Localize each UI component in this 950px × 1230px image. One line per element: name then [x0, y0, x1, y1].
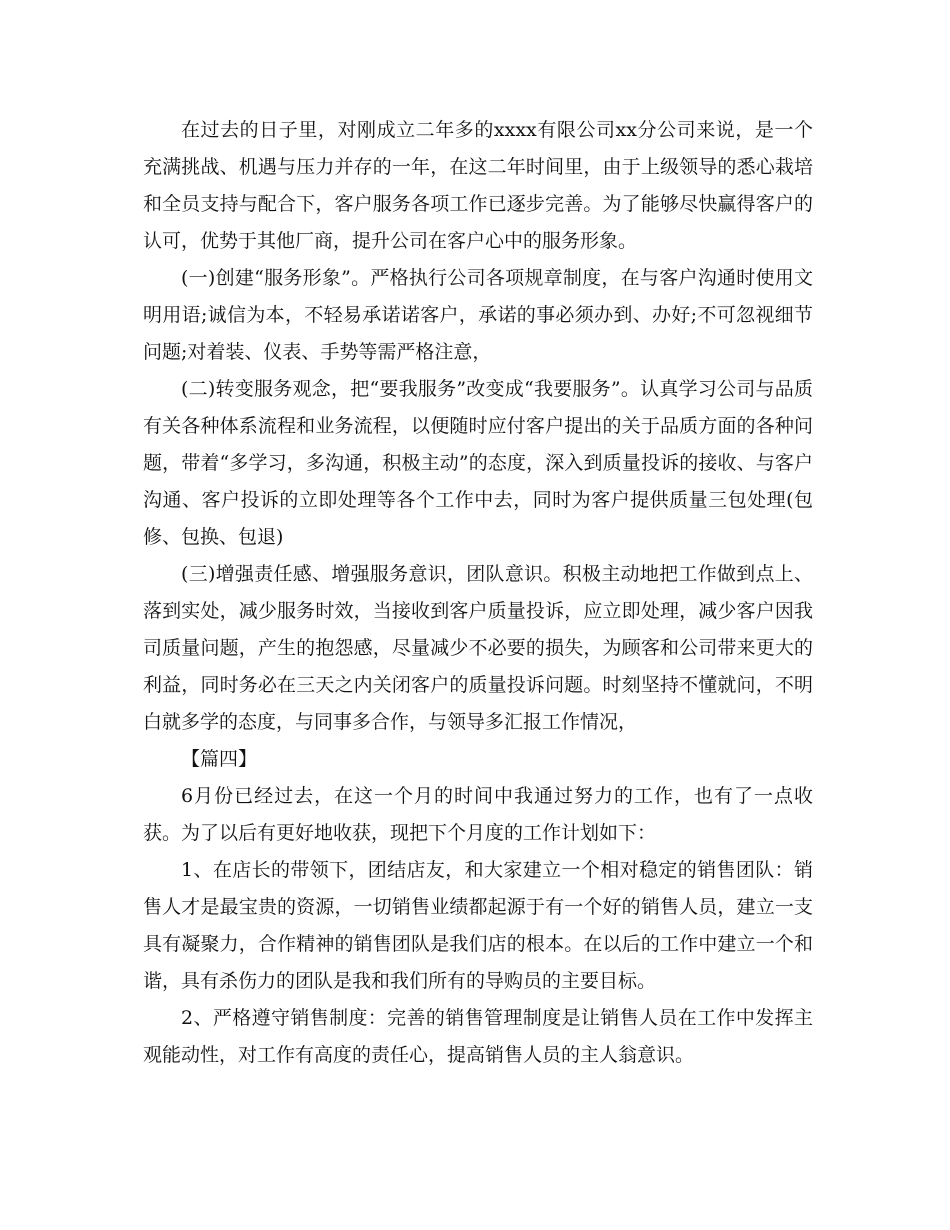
paragraph-item-3: (三)增强责任感、增强服务意识，团队意识。积极主动地把工作做到点上、落到实处，减少服务时效，当接收到客户质量投诉，应立即处理，减少客户因我司质量问题，产生的抱怨感，尽量减少不必要的损失，为顾客和公司带来更大的利益，同时务必在三天之内关闭客户的质量投诉问题。时刻坚持不懂就问，不明白就多学的态度，与同事多合作，与领导多汇报工作情况，: [143, 563, 813, 733]
paragraph-item-1: (一)创建“服务形象”。严格执行公司各项规章制度，在与客户沟通时使用文明用语;诚信为本，不轻易承诺诺客户，承诺的事必须办到、办好;不可忽视细节问题;对着装、仪表、手势等需严格注意，: [143, 267, 813, 363]
document-body: [143, 112, 813, 1074]
section-heading: 【篇四】: [181, 748, 258, 770]
paragraph-june-summary: 6月份已经过去，在这一个月的时间中我通过努力的工作，也有了一点收获。为了以后有更好地收获，现把下个月度的工作计划如下：: [143, 785, 813, 844]
paragraph-plan-2: 2、严格遵守销售制度：完善的销售管理制度是让销售人员在工作中发挥主观能动性，对工作有高度的责任心，提高销售人员的主人翁意识。: [143, 1007, 813, 1066]
paragraph-item-2: (二)转变服务观念，把“要我服务”改变成“我要服务”。认真学习公司与品质有关各种体系流程和业务流程，以便随时应付客户提出的关于品质方面的各种问题，带着“多学习，多沟通，积极主动”的态度，深入到质量投诉的接收、与客户沟通、客户投诉的立即处理等各个工作中去，同时为客户提供质量三包处理(包修、包换、包退): [143, 378, 813, 548]
paragraph-plan-1: 1、在店长的带领下，团结店友，和大家建立一个相对稳定的销售团队：销售人才是最宝贵的资源，一切销售业绩都起源于有一个好的销售人员，建立一支具有凝聚力，合作精神的销售团队是我们店的根本。在以后的工作中建立一个和谐，具有杀伤力的团队是我和我们所有的导购员的主要目标。: [143, 859, 813, 992]
paragraph-intro: 在过去的日子里，对刚成立二年多的xxxx有限公司xx分公司来说，是一个充满挑战、机遇与压力并存的一年，在这二年时间里，由于上级领导的悉心栽培和全员支持与配合下，客户服务各项工作已逐步完善。为了能够尽快赢得客户的认可，优势于其他厂商，提升公司在客户心中的服务形象。: [143, 119, 813, 252]
